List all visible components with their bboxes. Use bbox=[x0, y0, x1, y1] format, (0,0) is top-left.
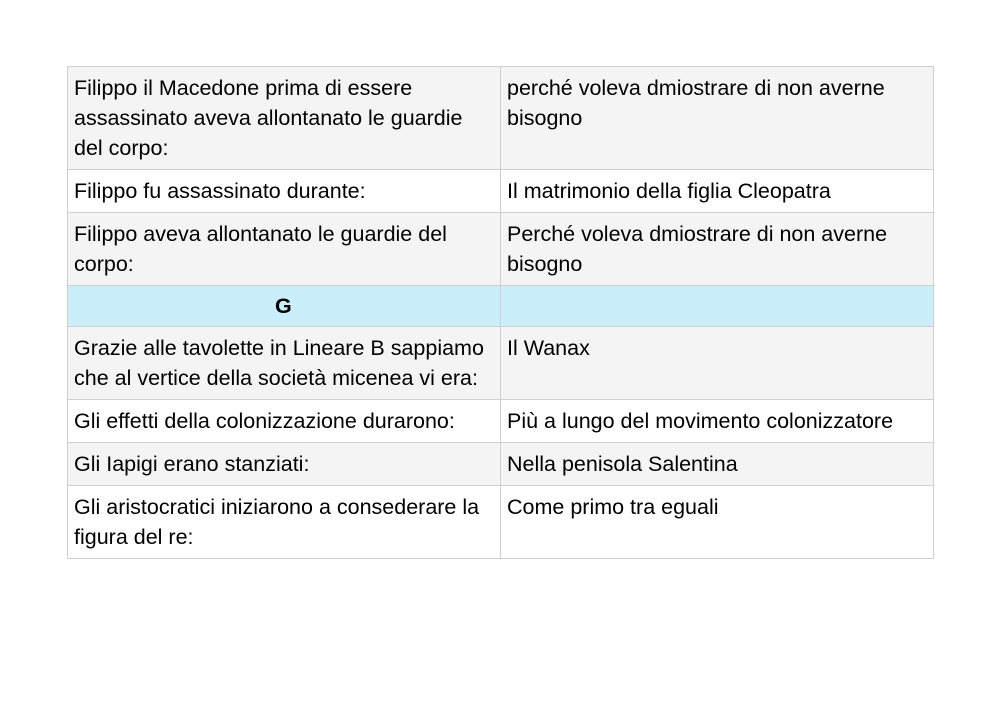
question-cell: Filippo il Macedone prima di essere assassinato aveva allontanato le guardie del corpo: bbox=[68, 67, 501, 170]
question-cell: Grazie alle tavolette in Lineare B sappiamo che al vertice della società micenea vi era: bbox=[68, 327, 501, 400]
section-empty-cell bbox=[501, 286, 934, 327]
section-letter: G bbox=[68, 286, 501, 327]
answer-cell: Come primo tra eguali bbox=[501, 486, 934, 559]
question-cell: Filippo fu assassinato durante: bbox=[68, 170, 501, 213]
question-cell: Gli effetti della colonizzazione durarono: bbox=[68, 400, 501, 443]
answer-cell: Più a lungo del movimento colonizzatore bbox=[501, 400, 934, 443]
answer-cell: Il matrimonio della figlia Cleopatra bbox=[501, 170, 934, 213]
section-header-row bbox=[68, 286, 934, 327]
question-cell: Gli Iapigi erano stanziati: bbox=[68, 443, 501, 486]
table-row bbox=[68, 213, 934, 286]
table-row bbox=[68, 67, 934, 170]
question-cell: Filippo aveva allontanato le guardie del corpo: bbox=[68, 213, 501, 286]
qa-table bbox=[67, 66, 934, 559]
table-row bbox=[68, 327, 934, 400]
answer-cell: perché voleva dmiostrare di non averne bisogno bbox=[501, 67, 934, 170]
question-cell: Gli aristocratici iniziarono a consederare la figura del re: bbox=[68, 486, 501, 559]
table-row bbox=[68, 400, 934, 443]
table-row bbox=[68, 486, 934, 559]
answer-cell: Il Wanax bbox=[501, 327, 934, 400]
table-row bbox=[68, 443, 934, 486]
answer-cell: Perché voleva dmiostrare di non averne bisogno bbox=[501, 213, 934, 286]
answer-cell: Nella penisola Salentina bbox=[501, 443, 934, 486]
table-row bbox=[68, 170, 934, 213]
